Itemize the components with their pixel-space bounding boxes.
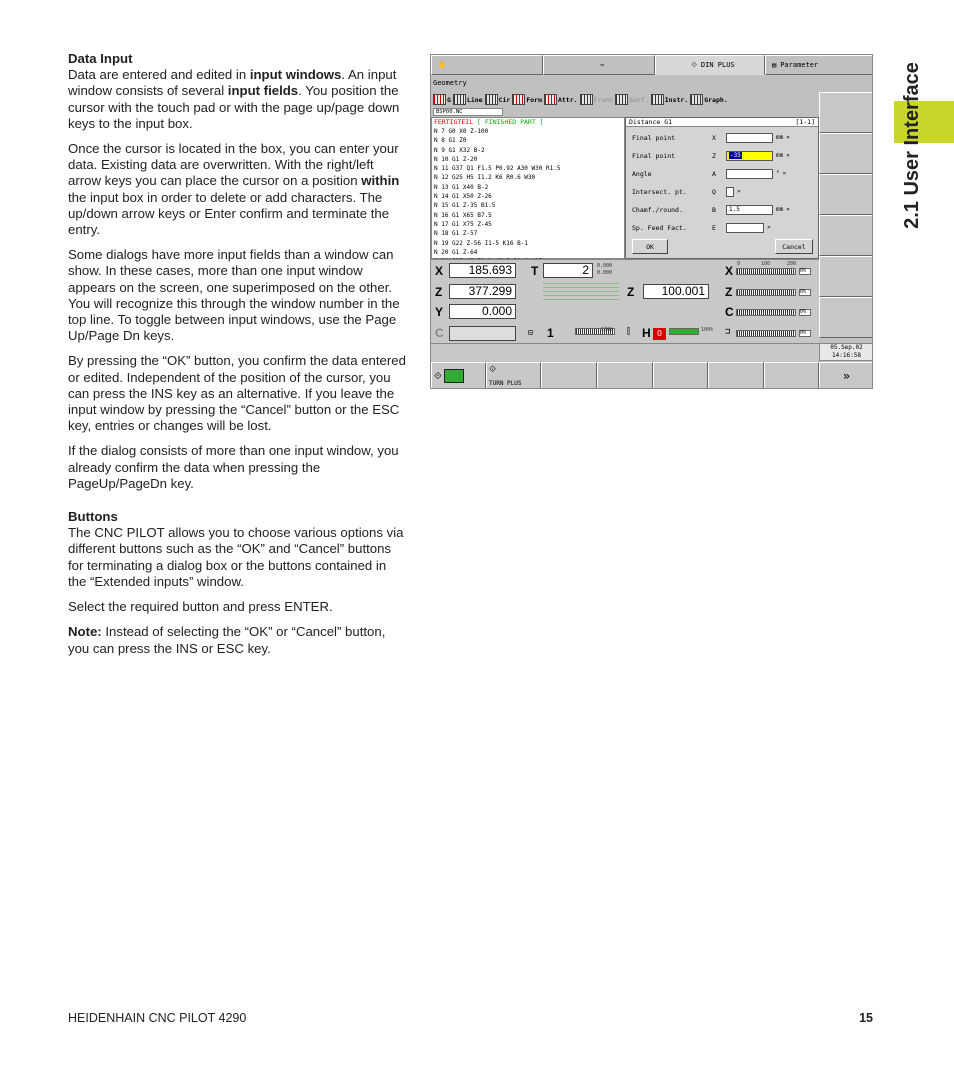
contour-icon	[444, 369, 464, 383]
field-axis: B	[712, 205, 716, 214]
note-paragraph	[68, 624, 408, 656]
bold-run: input windows	[249, 67, 342, 83]
tool-count: 1	[547, 326, 554, 340]
turn-plus-icon: ⟐	[489, 365, 497, 375]
program-listing[interactable]	[431, 117, 625, 259]
extended-input-icon[interactable]: »	[786, 152, 790, 159]
section-name: FERTIGTEIL	[434, 118, 474, 126]
menu-form[interactable]	[512, 92, 542, 107]
menu-icon	[453, 94, 466, 105]
input-field-z[interactable]	[726, 151, 773, 161]
axis-z-value: 377.299	[449, 284, 516, 299]
cancel-button[interactable]: Cancel	[775, 239, 813, 254]
spindle-icon: ⫿	[627, 327, 630, 337]
input-field-a[interactable]	[726, 169, 773, 179]
softkey-label: TURN PLUS	[489, 380, 522, 387]
data-input-heading: Data Input	[68, 51, 133, 66]
arrow-box-icon: ⇒	[599, 61, 605, 69]
date-text: 05.Sep.02	[830, 344, 863, 351]
program-line: N 10 G1 Z-20	[434, 155, 478, 163]
cnc-screen	[430, 54, 873, 389]
field-row-b	[632, 204, 790, 215]
extended-input-icon[interactable]: »	[767, 224, 771, 231]
mode-bar	[431, 55, 873, 75]
tool-holder-icon: ⊟	[528, 328, 533, 337]
load-pct-c: 0%	[799, 309, 811, 316]
menu-label: Form	[526, 95, 542, 104]
axis-x-value: 185.693	[449, 263, 516, 278]
menu-label: Surf.	[629, 95, 649, 104]
buttons-paragraph-1: The CNC PILOT allows you to choose various options via different buttons such as the “OK” and “Cancel” buttons for terminating a dialog box or the buttons contained in the “Extended inputs” window.	[68, 525, 404, 589]
data-input-paragraph-1	[68, 67, 408, 132]
softkey-h6[interactable]	[708, 362, 764, 389]
softkey-h4[interactable]	[597, 362, 653, 389]
text-run: Once the cursor is located in the box, you can enter your data. Existing data are overwritten. With the right/left arrow keys you can place the cursor on a position	[68, 141, 399, 189]
input-field-e[interactable]	[726, 223, 764, 233]
side-title-text: 2.1 User Interface	[900, 61, 923, 229]
spindle-status: O	[653, 328, 666, 340]
field-label: Angle	[632, 169, 652, 178]
menu-label: Front	[593, 95, 614, 104]
ok-button[interactable]: OK	[632, 239, 668, 254]
program-line: N 20 G1 Z-64	[434, 248, 478, 256]
window-number: [1-1]	[795, 118, 815, 126]
softkey-h3[interactable]	[541, 362, 597, 389]
field-axis: Z	[712, 151, 716, 160]
softkey-h1[interactable]	[431, 362, 486, 389]
softkey-v2[interactable]	[819, 133, 873, 174]
axis-c-value	[449, 326, 516, 341]
axis-x-label: X	[435, 264, 444, 278]
program-line: N 17 G1 X75 Z-45	[434, 220, 492, 228]
date-time	[819, 343, 873, 361]
bold-run: input fields	[227, 83, 299, 99]
menu-label: Attr.	[557, 95, 578, 104]
tool-number: 2	[543, 263, 593, 278]
input-field-b[interactable]: 1.5	[726, 205, 773, 215]
scale-label: 200	[787, 261, 797, 267]
menu-icon	[615, 94, 628, 105]
program-line: N 8 G1 Z0	[434, 137, 467, 145]
horizontal-softkey-bar	[431, 362, 873, 389]
program-icon: ⟐	[691, 60, 697, 69]
field-row-a	[632, 168, 786, 179]
menu-icon	[580, 94, 593, 105]
field-unit: °	[776, 170, 780, 177]
tool-offset-x: 0.000	[597, 263, 613, 269]
field-axis: X	[712, 133, 716, 142]
section-label: [ FINISHED PART ]	[473, 118, 544, 126]
load-bar-x	[736, 268, 796, 275]
menu-icon	[651, 94, 664, 105]
time-text: 14:16:58	[832, 352, 861, 359]
scale-label: 100	[761, 261, 771, 267]
tool-info-graphic	[543, 282, 619, 300]
menu-bar	[431, 92, 819, 107]
load-pct-spindle: 0%	[799, 330, 811, 337]
softkey-v1[interactable]	[819, 92, 873, 133]
menu-icon	[544, 94, 557, 105]
buttons-heading: Buttons	[68, 509, 118, 525]
program-line: N 14 G1 X50 Z-26	[434, 193, 492, 201]
data-input-paragraph-2	[68, 141, 408, 238]
program-line: N 15 G1 Z-35 B1.5	[434, 202, 496, 210]
program-line: N 18 G1 Z-57	[434, 230, 478, 238]
menu-icon	[433, 94, 446, 105]
menu-g[interactable]	[433, 92, 451, 107]
axis-y-value: 0.000	[449, 304, 516, 319]
data-input-paragraph-5: If the dialog consists of more than one input window, you already confirm the data when pressing the PageUp/PageDn key.	[68, 443, 399, 491]
field-label: Intersect. pt.	[632, 187, 687, 196]
program-line: N 12 G25 H5 I1.2 K6 R0.6 W30	[434, 174, 536, 182]
section-side-title	[894, 45, 930, 245]
page-number: 15	[859, 1011, 873, 1025]
menu-icon	[690, 94, 703, 105]
axis-cm-label: C	[725, 305, 734, 319]
field-label: Sp. Feed Fact.	[632, 223, 687, 232]
mode-tab-label: DIN PLUS	[700, 61, 735, 69]
load-bar-spindle	[736, 330, 796, 337]
tool-offset-z: 0.000	[597, 270, 613, 276]
field-row-e	[632, 222, 771, 233]
extended-input-icon[interactable]: »	[786, 206, 790, 213]
softkey-v5[interactable]	[819, 256, 873, 297]
axis-z2-label: Z	[627, 285, 635, 299]
machine-display	[431, 259, 819, 343]
scale-label: 0	[737, 261, 741, 267]
tool-label: T	[531, 264, 539, 278]
softkey-turn-plus[interactable]	[486, 362, 541, 389]
note-label: Note:	[68, 624, 102, 640]
menu-surf[interactable]	[615, 92, 649, 107]
softkey-more[interactable]: »	[819, 362, 873, 389]
mode-tab-parameter[interactable]	[765, 55, 873, 75]
text-run: . An input window consists of several	[68, 67, 397, 99]
buttons-paragraph-2: Select the required button and press ENTER.	[68, 599, 333, 615]
text-run: Data are entered and edited in	[68, 67, 250, 83]
vertical-softkey-bar	[819, 92, 873, 342]
menu-cir[interactable]	[485, 92, 511, 107]
status-line	[431, 343, 819, 361]
text-run: . You position the cursor with the touch pad or with the page up/page down keys to the input box.	[68, 83, 400, 131]
field-unit: mm	[776, 206, 784, 213]
softkey-v6[interactable]	[819, 297, 873, 338]
load-bar-z	[736, 289, 796, 296]
din-plus-icon: ⟐	[434, 370, 442, 382]
parameter-icon: ▤	[772, 61, 777, 69]
menu-instr[interactable]	[651, 92, 688, 107]
footer-title: HEIDENHAIN CNC PILOT 4290	[68, 1011, 247, 1025]
feed-override: 100%	[601, 327, 614, 333]
field-label: Final point	[632, 133, 676, 142]
menu-attr[interactable]	[544, 92, 578, 107]
menu-icon	[485, 94, 498, 105]
program-line: N 13 G1 X40 B-2	[434, 183, 489, 191]
input-window-title-bar	[626, 118, 818, 127]
menu-line[interactable]	[453, 92, 483, 107]
field-unit: mm	[776, 152, 784, 159]
program-line: N 16 G1 X65 B7.5	[434, 211, 492, 219]
extended-input-icon[interactable]: »	[782, 170, 787, 177]
softkey-v4[interactable]	[819, 215, 873, 256]
menu-front[interactable]	[580, 92, 614, 107]
field-label: Final point	[632, 151, 676, 160]
spindle-h-label: H	[642, 326, 651, 340]
softkey-h7[interactable]	[764, 362, 819, 389]
load-bar-c	[736, 309, 796, 316]
mode-tab-automatic[interactable]	[543, 55, 655, 75]
field-row-x	[632, 132, 790, 143]
input-field-q[interactable]	[726, 187, 734, 197]
program-line: N 11 G37 Q1 F1.5 P0.92 A30 W30 R1.5	[434, 165, 561, 173]
field-row-q	[632, 186, 741, 197]
field-axis: Q	[712, 187, 716, 196]
menu-graph[interactable]	[690, 92, 727, 107]
menu-label: Line	[466, 95, 483, 104]
field-axis: A	[712, 169, 716, 178]
field-axis: E	[712, 223, 716, 232]
axis-xm-label: X	[725, 264, 734, 278]
menu-label: G	[447, 95, 451, 104]
axis-zm-label: Z	[725, 285, 733, 299]
axis-z2-value: 100.001	[643, 284, 709, 299]
file-name: BSP00.NC	[433, 108, 503, 116]
load-pct-z: 0%	[799, 289, 811, 296]
spindle-bar	[669, 328, 699, 335]
input-window-title: Distance G1	[629, 118, 673, 126]
bold-run: within	[361, 173, 400, 189]
program-line: N 19 G22 Z-56 I1-5 K16 B-1	[434, 239, 528, 247]
menu-label: Instr.	[664, 95, 689, 104]
program-line: N 9 G1 X32 B-2	[434, 146, 485, 154]
field-label: Chamf./round.	[632, 205, 683, 214]
extended-input-icon[interactable]: »	[737, 188, 741, 195]
input-value: -35	[730, 151, 741, 159]
menu-icon	[512, 94, 525, 105]
motor-icon: ⊐	[725, 327, 731, 337]
field-unit: mm	[776, 134, 784, 141]
geometry-label: Geometry	[433, 79, 467, 87]
axis-c-label: C	[435, 326, 444, 340]
input-window	[625, 117, 819, 259]
data-input-paragraph-4: By pressing the “OK” button, you confirm the data entered or edited. Independent of the position of the cursor, you can press the INS key as an alternative. If you leave the input window by pressing the “Cancel” button or the ESC key, entries or changes will be lost.	[68, 353, 406, 434]
program-section-header	[432, 118, 624, 127]
text-run: the input box in order to delete or add characters. The up/down arrow keys or Enter confirm and terminate the entry.	[68, 189, 390, 238]
mode-tab-manual[interactable]	[431, 55, 543, 75]
load-pct-x: 0%	[799, 268, 811, 275]
data-input-paragraph-3: Some dialogs have more input fields than a window can show. In these cases, more than one input window appears on the screen, one superimposed on the other. You will recognize this through the window number in the top line. To toggle between input windows, use the Page Up/Page Dn keys.	[68, 247, 400, 344]
hand-icon: ✋	[438, 61, 447, 69]
spindle-override: 100%	[701, 327, 714, 333]
menu-label: Cir	[498, 95, 511, 104]
menu-label: Graph.	[704, 95, 728, 104]
body-text	[68, 51, 408, 666]
program-line: N 7 G0 X0 Z-100	[434, 128, 489, 135]
axis-y-label: Y	[435, 305, 444, 319]
note-text: Instead of selecting the “OK” or “Cancel” button, you can press the INS or ESC key.	[68, 624, 386, 656]
softkey-v3[interactable]	[819, 174, 873, 215]
mode-tab-din-plus[interactable]	[655, 55, 765, 75]
softkey-h5[interactable]	[653, 362, 708, 389]
input-field-x[interactable]	[726, 133, 773, 143]
field-row-z	[632, 150, 790, 161]
mode-tab-label: Parameter	[780, 61, 819, 69]
extended-input-icon[interactable]: »	[786, 134, 790, 141]
axis-z-label: Z	[435, 285, 443, 299]
